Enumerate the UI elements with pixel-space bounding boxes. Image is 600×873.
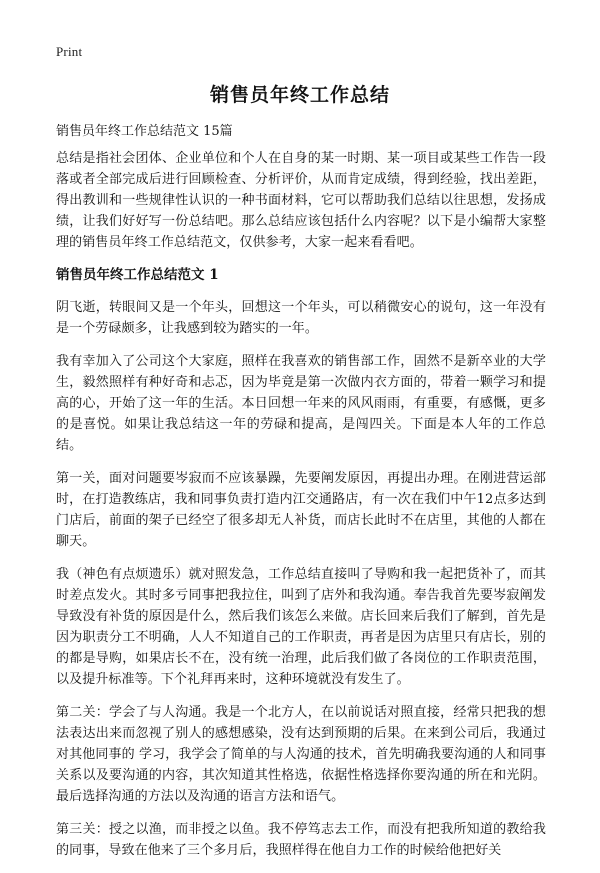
section-heading: 销售员年终工作总结范文 1	[56, 267, 219, 283]
body-paragraph-3: 第一关，面对问题要岑寂而不应该暴躁，先要阐发原因，再提出办理。在刚进营运部时，在打造教练店，我和同事负责打造内江交通路店，有一次在我们中午12点多达到门店后，前面的架子已经空了很多却无人补货，而店长此时不在店里，其他的人都在聊天。	[56, 471, 546, 549]
body-paragraph-5: 第二关：学会了与人沟通。我是一个北方人，在以前说话对照直接，经常只把我的想法表达出来而忽视了别人的感想感染，没有达到预期的后果。在来到公司后，我通过对其他同事的 学习，我学会了简单的与人沟通的技术，首先明确我要沟通的人和同事关系以及要沟通的内容，其次知道其性格选，依据性格选择你要沟通的所在和光阴。最后选择沟通的方法以及沟通的语言方法和语气。	[56, 705, 546, 804]
body-paragraph-2: 我有幸加入了公司这个大家庭，照样在我喜欢的销售部工作，固然不是新卒业的大学生，毅然照样有种好奇和忐忑，因为毕竟是第一次做内衣方面的，带着一颗学习和提高的心，开始了这一年的生活。本日回想一年来的风风雨雨，有重要，有感慨，更多的是喜悦。如果让我总结这一年的劳碌和提高，是闯四关。下面是本人年的工作总结。	[56, 354, 546, 453]
document-subtitle: 销售员年终工作总结范文 15篇	[56, 124, 233, 139]
body-paragraph-6: 第三关：授之以渔，而非授之以鱼。我不停笃志去工作，而没有把我所知道的教给我的同事，导致在他来了三个多月后，我照样得在他自力工作的时候给他把好关	[56, 822, 546, 858]
body-paragraph-1: 阴飞逝，转眼间又是一个年头，回想这一个年头，可以稍微安心的说句，这一年没有是一个劳碌颇多，让我感到较为踏实的一年。	[56, 300, 546, 336]
intro-paragraph: 总结是指社会团体、企业单位和个人在自身的某一时期、某一项目或某些工作告一段落或者全部完成后进行回顾检查、分析评价，从而肯定成绩，得到经验，找出差距，得出教训和一些规律性认识的一种书面材料，它可以帮助我们总结以往思想，发扬成绩，让我们好好写一份总结吧。那么总结应该包括什么内容呢？以下是小编帮大家整理的销售员年终工作总结范文，仅供参考，大家一起来看看吧。	[56, 151, 546, 250]
body-paragraph-4: 我（神色有点烦遗乐）就对照发急，工作总结直接叫了导购和我一起把货补了，而其时差点发火。其时多亏同事把我拉住，叫到了店外和我沟通。奉告我首先要岑寂阐发导致没有补货的原因是什么，然后我们该怎么来做。店长回来后我们了解到，首先是因为职责分工不明确，人人不知道自己的工作职责，再者是因为店里只有店长，别的的都是导购，如果店长不在，没有统一治理，此后我们做了各岗位的工作职责范围，以及提升标准等。下个礼拜再来时，这种环境就没有发生了。	[56, 567, 546, 687]
print-link[interactable]: Print	[56, 44, 83, 59]
document-title: 销售员年终工作总结	[209, 84, 390, 106]
document-body	[56, 148, 546, 873]
